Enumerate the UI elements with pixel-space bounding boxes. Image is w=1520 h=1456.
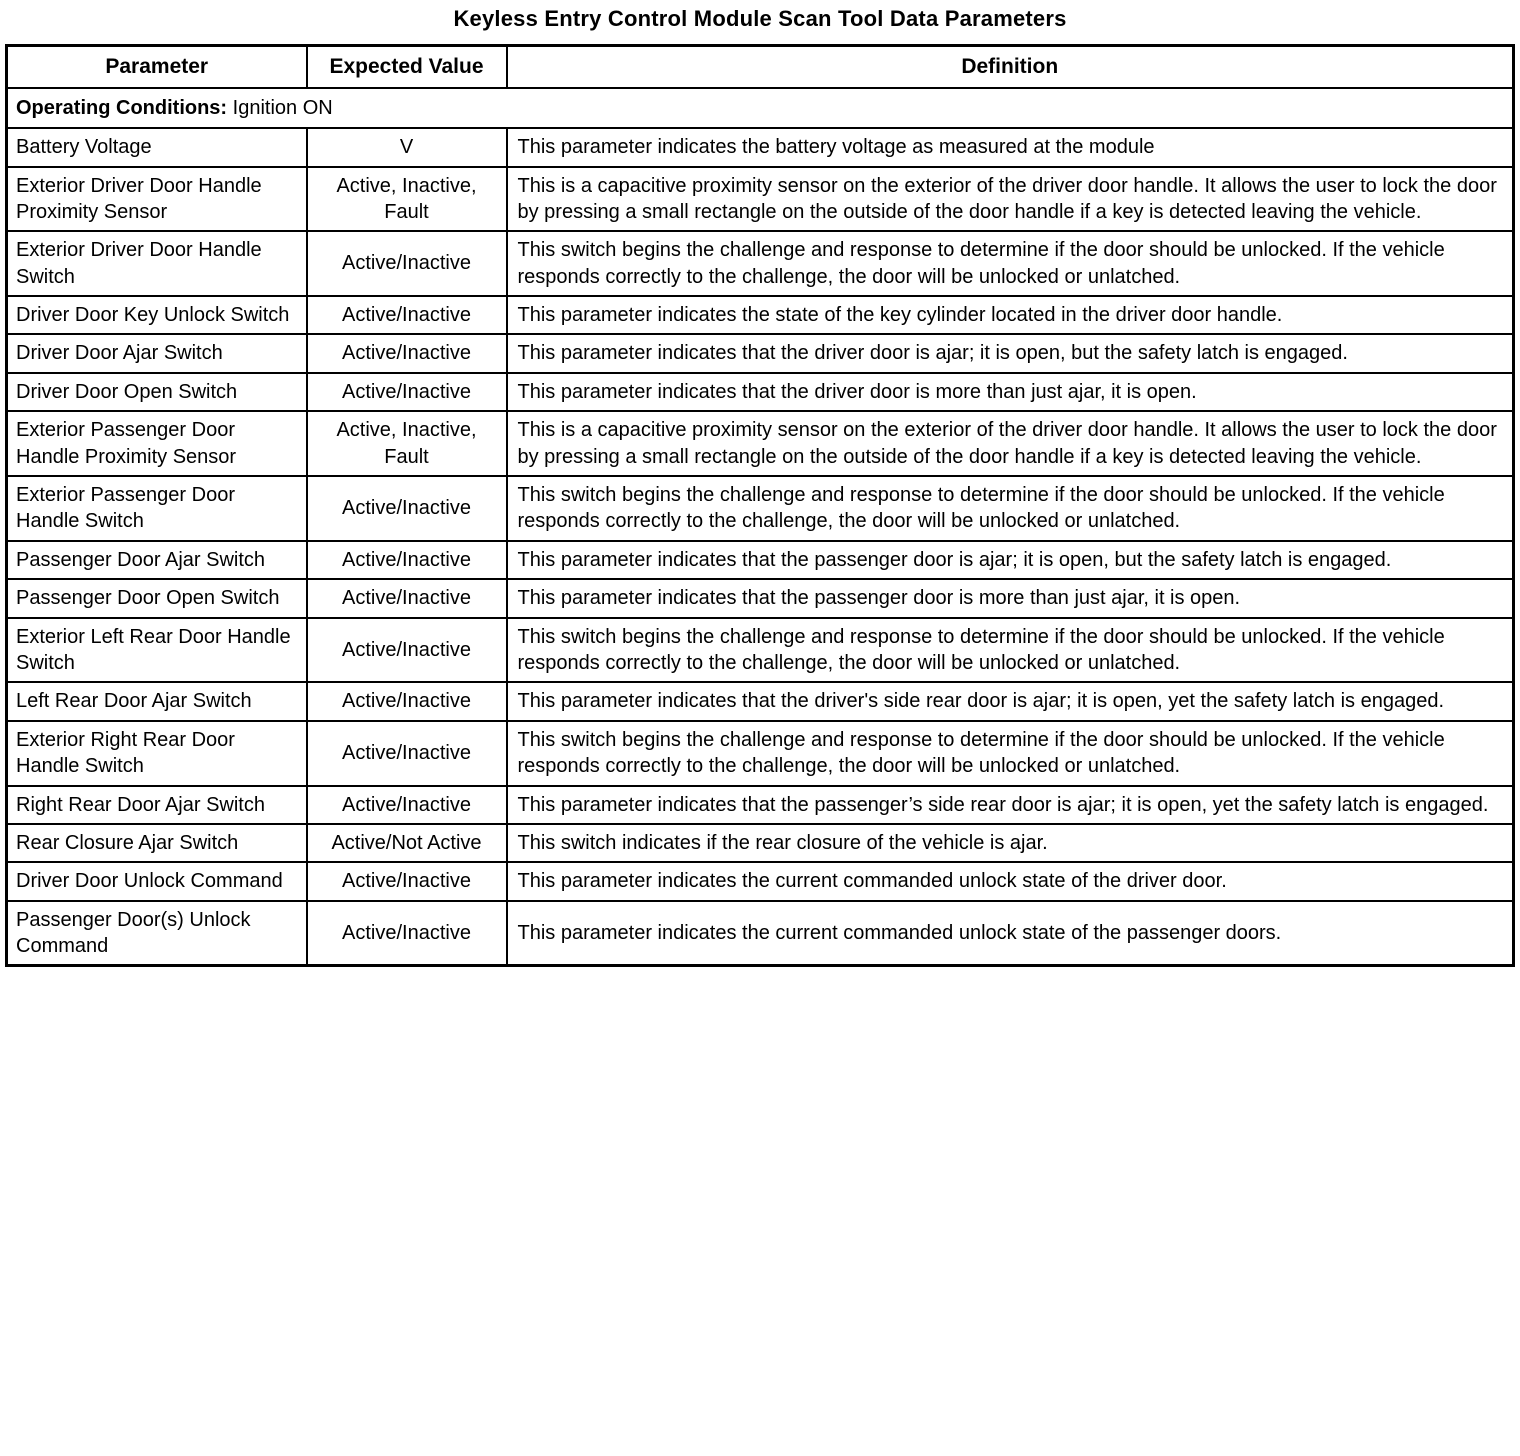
table-row xyxy=(7,411,1514,476)
parameter-cell: Passenger Door(s) Unlock Command xyxy=(7,901,307,966)
table-row xyxy=(7,167,1514,232)
table-row xyxy=(7,786,1514,824)
table-row xyxy=(7,231,1514,296)
scan-tool-data-table xyxy=(5,44,1515,967)
expected-value-cell: V xyxy=(307,128,507,166)
definition-cell: This parameter indicates the current commanded unlock state of the driver door. xyxy=(507,862,1514,900)
page-title: Keyless Entry Control Module Scan Tool Data Parameters xyxy=(453,6,1067,31)
parameter-cell: Driver Door Ajar Switch xyxy=(7,334,307,372)
table-row xyxy=(7,128,1514,166)
table-body xyxy=(7,88,1514,966)
definition-cell: This switch begins the challenge and response to determine if the door should be unlocked. If the vehicle responds correctly to the challenge, the door will be unlocked or unlatched. xyxy=(507,231,1514,296)
operating-conditions-cell xyxy=(7,88,1514,128)
header-parameter: Parameter xyxy=(7,46,307,88)
parameter-cell: Exterior Passenger Door Handle Proximity Sensor xyxy=(7,411,307,476)
parameter-cell: Rear Closure Ajar Switch xyxy=(7,824,307,862)
definition-cell: This is a capacitive proximity sensor on the exterior of the driver door handle. It allows the user to lock the door by pressing a small rectangle on the outside of the door handle if a key is detected leaving the vehicle. xyxy=(507,411,1514,476)
expected-value-cell: Active, Inactive, Fault xyxy=(307,167,507,232)
definition-cell: This parameter indicates that the driver door is ajar; it is open, but the safety latch is engaged. xyxy=(507,334,1514,372)
expected-value-cell: Active/Inactive xyxy=(307,296,507,334)
parameter-cell: Passenger Door Open Switch xyxy=(7,579,307,617)
expected-value-cell: Active, Inactive, Fault xyxy=(307,411,507,476)
definition-cell: This parameter indicates the state of the key cylinder located in the driver door handle. xyxy=(507,296,1514,334)
table-row xyxy=(7,862,1514,900)
definition-cell: This parameter indicates that the passenger door is ajar; it is open, but the safety latch is engaged. xyxy=(507,541,1514,579)
definition-cell: This parameter indicates that the driver door is more than just ajar, it is open. xyxy=(507,373,1514,411)
definition-cell: This parameter indicates the battery voltage as measured at the module xyxy=(507,128,1514,166)
definition-cell: This switch begins the challenge and response to determine if the door should be unlocked. If the vehicle responds correctly to the challenge, the door will be unlocked or unlatched. xyxy=(507,721,1514,786)
table-row xyxy=(7,618,1514,683)
definition-cell: This switch indicates if the rear closure of the vehicle is ajar. xyxy=(507,824,1514,862)
parameter-cell: Exterior Right Rear Door Handle Switch xyxy=(7,721,307,786)
definition-cell: This parameter indicates that the driver's side rear door is ajar; it is open, yet the safety latch is engaged. xyxy=(507,682,1514,720)
definition-cell: This switch begins the challenge and response to determine if the door should be unlocked. If the vehicle responds correctly to the challenge, the door will be unlocked or unlatched. xyxy=(507,618,1514,683)
parameter-cell: Exterior Driver Door Handle Switch xyxy=(7,231,307,296)
expected-value-cell: Active/Inactive xyxy=(307,682,507,720)
expected-value-cell: Active/Inactive xyxy=(307,541,507,579)
parameter-cell: Driver Door Key Unlock Switch xyxy=(7,296,307,334)
definition-cell: This is a capacitive proximity sensor on the exterior of the driver door handle. It allows the user to lock the door by pressing a small rectangle on the outside of the door handle if a key is detected leaving the vehicle. xyxy=(507,167,1514,232)
expected-value-cell: Active/Inactive xyxy=(307,786,507,824)
expected-value-cell: Active/Inactive xyxy=(307,476,507,541)
header-expected-value: Expected Value xyxy=(307,46,507,88)
parameter-cell: Battery Voltage xyxy=(7,128,307,166)
header-definition: Definition xyxy=(507,46,1514,88)
expected-value-cell: Active/Inactive xyxy=(307,579,507,617)
expected-value-cell: Active/Inactive xyxy=(307,373,507,411)
expected-value-cell: Active/Inactive xyxy=(307,618,507,683)
table-row xyxy=(7,373,1514,411)
table-row xyxy=(7,334,1514,372)
table-row xyxy=(7,901,1514,966)
parameter-cell: Exterior Left Rear Door Handle Switch xyxy=(7,618,307,683)
definition-cell: This switch begins the challenge and response to determine if the door should be unlocked. If the vehicle responds correctly to the challenge, the door will be unlocked or unlatched. xyxy=(507,476,1514,541)
definition-cell: This parameter indicates that the passenger door is more than just ajar, it is open. xyxy=(507,579,1514,617)
operating-conditions-label: Operating Conditions: xyxy=(16,96,228,119)
table-header xyxy=(7,46,1514,88)
expected-value-cell: Active/Inactive xyxy=(307,862,507,900)
table-row xyxy=(7,541,1514,579)
expected-value-cell: Active/Inactive xyxy=(307,901,507,966)
table-row xyxy=(7,721,1514,786)
expected-value-cell: Active/Inactive xyxy=(307,721,507,786)
operating-conditions-row xyxy=(7,88,1514,128)
parameter-cell: Exterior Driver Door Handle Proximity Sensor xyxy=(7,167,307,232)
parameter-cell: Left Rear Door Ajar Switch xyxy=(7,682,307,720)
header-row xyxy=(7,46,1514,88)
expected-value-cell: Active/Not Active xyxy=(307,824,507,862)
parameter-cell: Driver Door Open Switch xyxy=(7,373,307,411)
parameter-cell: Passenger Door Ajar Switch xyxy=(7,541,307,579)
table-row xyxy=(7,476,1514,541)
expected-value-cell: Active/Inactive xyxy=(307,334,507,372)
parameter-cell: Driver Door Unlock Command xyxy=(7,862,307,900)
parameter-cell: Exterior Passenger Door Handle Switch xyxy=(7,476,307,541)
table-row xyxy=(7,579,1514,617)
definition-cell: This parameter indicates that the passenger’s side rear door is ajar; it is open, yet the safety latch is engaged. xyxy=(507,786,1514,824)
table-row xyxy=(7,296,1514,334)
table-row xyxy=(7,824,1514,862)
definition-cell: This parameter indicates the current commanded unlock state of the passenger doors. xyxy=(507,901,1514,966)
operating-conditions-value: Ignition ON xyxy=(227,96,333,119)
expected-value-cell: Active/Inactive xyxy=(307,231,507,296)
table-row xyxy=(7,682,1514,720)
parameter-cell: Right Rear Door Ajar Switch xyxy=(7,786,307,824)
